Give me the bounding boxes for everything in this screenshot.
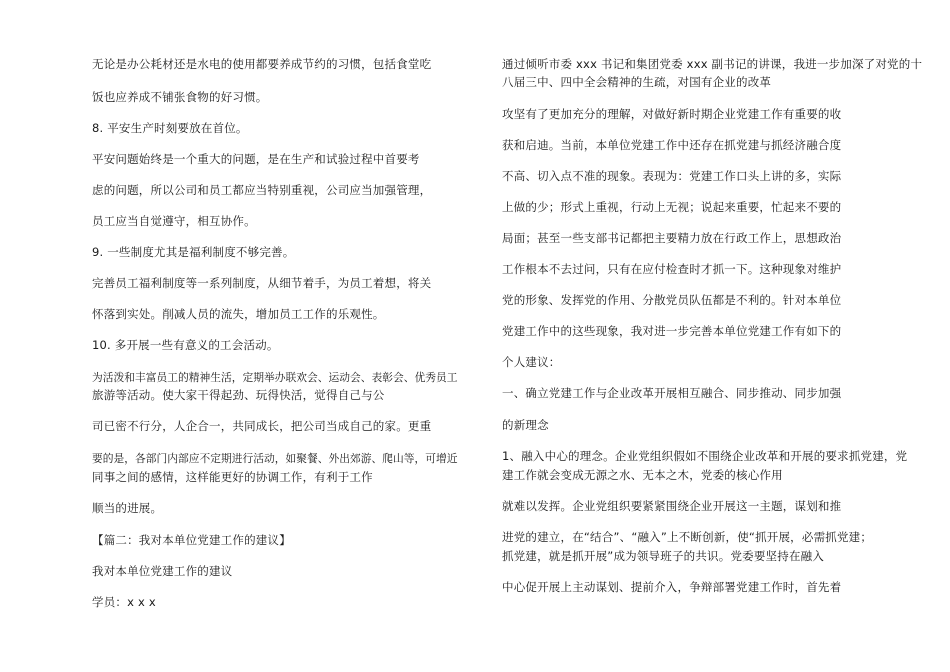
paragraph-line: 党的形象、发挥党的作用、分散党员队伍都是不利的。针对本单位 — [502, 293, 842, 307]
paragraph-line: 进党的建立，在“结合”、“融入”上不断创新，使“抓开展，必需抓党建； — [502, 530, 873, 544]
paragraph-line: 无论是办公耗材还是水电的使用都要养成节约的习惯，包括食堂吃 — [92, 57, 432, 71]
paragraph-line: 司已密不行分，人企合一，共同成长，把公司当成自己的家。更重 — [92, 419, 432, 433]
section-title: 【篇二：我对本单位党建工作的建议】 — [92, 533, 291, 547]
list-item-heading: 9. 一些制度尤其是福利制度不够完善。 — [92, 245, 295, 259]
paragraph-line: 中心促开展上主动谋划、提前介入，争辩部署党建工作时，首先着 — [502, 580, 842, 594]
author-line: 学员：x x x — [92, 595, 156, 609]
paragraph-line: 饭也应养成不铺张食物的好习惯。 — [92, 90, 268, 104]
paragraph-line: 个人建议： — [502, 355, 561, 369]
list-item-heading: 10. 多开展一些有意义的工会活动。 — [92, 338, 279, 352]
paragraph-line: 通过倾听市委 xxx 书记和集团党委 xxx 副书记的讲课，我进一步加深了对党的十 — [502, 57, 923, 71]
section-heading: 的新理念 — [502, 418, 549, 432]
paragraph-line: 要的是，各部门内部应不定期进行活动，如聚餐、外出郊游、爬山等，可增近 — [92, 452, 458, 465]
paragraph-line: 局面；甚至一些支部书记都把主要精力放在行政工作上，思想政治 — [502, 231, 842, 245]
document-title: 我对本单位党建工作的建议 — [92, 564, 233, 578]
paragraph-line: 抓党建，就是抓开展”成为领导班子的共识。党委要坚持在融入 — [502, 549, 825, 563]
paragraph-line: 就难以发挥。企业党组织要紧紧围绕企业开展这一主题，谋划和推 — [502, 499, 842, 513]
paragraph-line: 旅游等活动。使大家干得起劲、玩得快活，觉得自己与公 — [92, 388, 385, 402]
paragraph-line: 为活泼和丰富员工的精神生活，定期举办联欢会、运动会、表彰会、优秀员工 — [92, 371, 458, 384]
paragraph-line: 怀落到实处。削减人员的流失，增加员工工作的乐观性。 — [92, 307, 385, 321]
paragraph-line: 获和启迪。当前，本单位党建工作中还存在抓党建与抓经济融合度 — [502, 138, 842, 152]
paragraph-line: 平安问题始终是一个重大的问题，是在生产和试验过程中首要考 — [92, 152, 420, 166]
paragraph-line: 完善员工福利制度等一系列制度，从细节着手，为员工着想，将关 — [92, 276, 432, 290]
paragraph-line: 建工作就会变成无源之水、无本之木，党委的核心作用 — [502, 468, 783, 482]
paragraph-line: 虑的问题，所以公司和员工都应当特别重视，公司应当加强管理， — [92, 183, 432, 197]
list-item-heading: 8. 平安生产时刻要放在首位。 — [92, 121, 248, 135]
paragraph-line: 党建工作中的这些现象，我对进一步完善本单位党建工作有如下的 — [502, 324, 842, 338]
paragraph-line: 顺当的进展。 — [92, 501, 163, 515]
paragraph-line: 不高、切入点不准的现象。表现为：党建工作口头上讲的多，实际 — [502, 169, 842, 183]
paragraph-line: 同事之间的感情，这样能更好的协调工作，有利于工作 — [92, 470, 373, 484]
paragraph-line: 工作根本不去过问，只有在应付检查时才抓一下。这种现象对维护 — [502, 262, 842, 276]
paragraph-line: 员工应当自觉遵守，相互协作。 — [92, 214, 256, 228]
paragraph-line: 1、融入中心的理念。企业党组织假如不围绕企业改革和开展的要求抓党建，党 — [502, 449, 908, 463]
paragraph-line: 攻坚有了更加充分的理解，对做好新时期企业党建工作有重要的收 — [502, 107, 842, 121]
paragraph-line: 上做的少；形式上重视，行动上无视；说起来重要，忙起来不要的 — [502, 200, 842, 214]
section-heading: 一、确立党建工作与企业改革开展相互融合、同步推动、同步加强 — [502, 386, 842, 400]
paragraph-line: 八届三中、四中全会精神的生疏，对国有企业的改革 — [502, 75, 772, 89]
